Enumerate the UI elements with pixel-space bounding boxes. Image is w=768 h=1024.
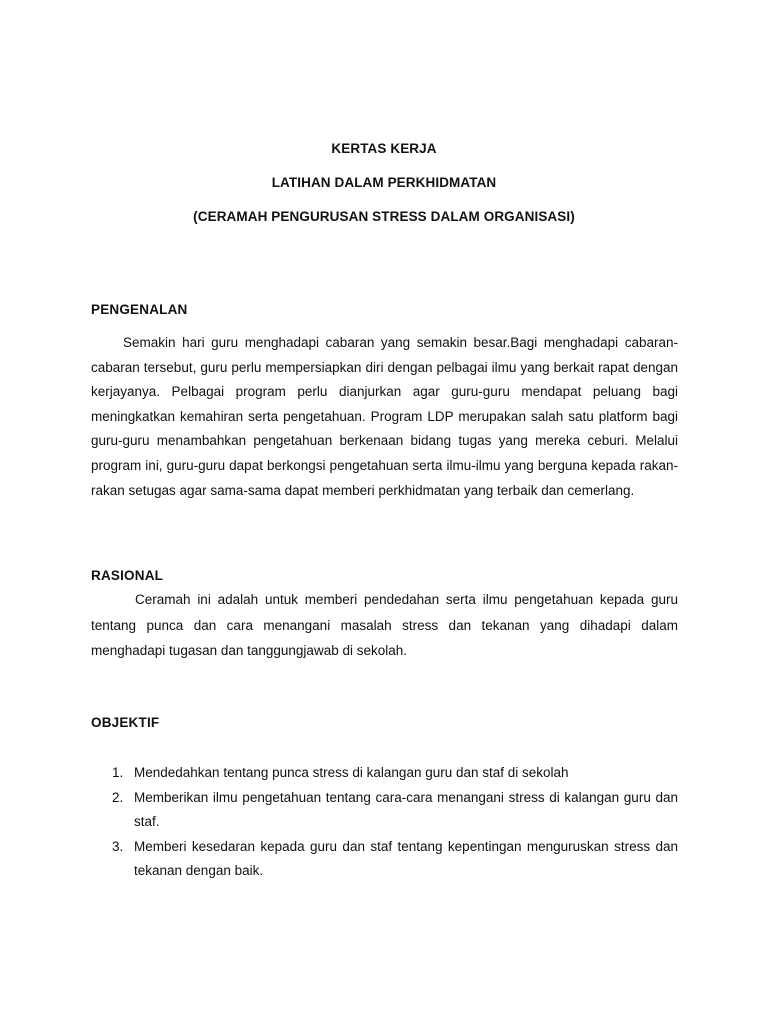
document-title: KERTAS KERJA [331, 141, 437, 156]
list-item-number: 3. [112, 839, 124, 854]
document-topic: (CERAMAH PENGURUSAN STRESS DALAM ORGANISASI) [193, 209, 575, 224]
paragraph-rasional: Ceramah ini adalah untuk memberi pendedahan serta ilmu pengetahuan kepada guru tentang punca dan cara menangani masalah stress dan tekanan yang dihadapi dalam menghadapi tugasan dan tanggungjawab di sekolah. [91, 592, 678, 658]
list-item-text: Memberi kesedaran kepada guru dan staf tentang kepentingan menguruskan stress dan tekanan dengan baik. [134, 839, 678, 878]
document-subtitle: LATIHAN DALAM PERKHIDMATAN [271, 175, 497, 190]
list-item-text: Memberikan ilmu pengetahuan tentang cara-cara menangani stress di kalangan guru dan staf. [134, 790, 678, 829]
section-heading-objektif: OBJEKTIF [91, 715, 160, 730]
objective-list [91, 761, 678, 884]
list-item-text: Mendedahkan tentang punca stress di kalangan guru dan staf di sekolah [134, 765, 569, 780]
list-item [91, 835, 678, 883]
section-heading-pengenalan: PENGENALAN [91, 302, 188, 317]
list-item-number: 1. [112, 765, 124, 780]
paragraph-pengenalan: Semakin hari guru menghadapi cabaran yang semakin besar.Bagi menghadapi cabaran-cabaran tersebut, guru perlu mempersiapkan diri dengan pelbagai ilmu yang berkait rapat dengan kerjayanya. Pelbagai program perlu dianjurkan agar guru-guru mendapat peluang bagi meningkatkan kemahiran serta pengetahuan. Program LDP merupakan salah satu platform bagi guru-guru menambahkan pengetahuan berkenaan bidang tugas yang mereka ceburi. Melalui program ini, guru-guru dapat berkongsi pengetahuan serta ilmu-ilmu yang berguna kepada rakan-rakan setugas agar sama-sama dapat memberi perkhidmatan yang terbaik dan cemerlang. [91, 335, 678, 498]
list-item [91, 786, 678, 834]
list-item [91, 761, 678, 785]
document-title-block [0, 140, 768, 242]
list-item-number: 2. [112, 790, 124, 805]
section-heading-rasional: RASIONAL [91, 568, 164, 583]
